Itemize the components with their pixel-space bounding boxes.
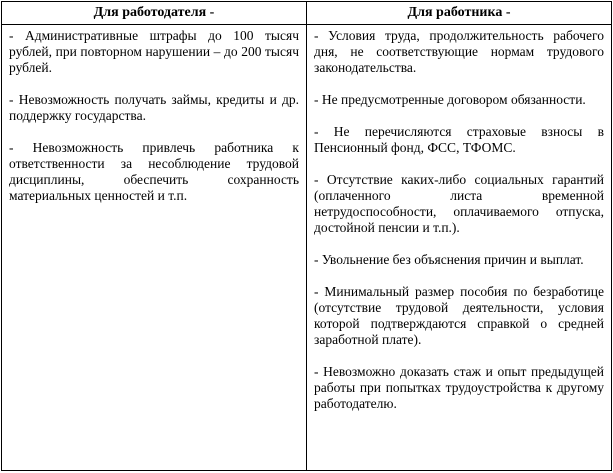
consequence-paragraph: - Не перечисляются страховые взносы в Пенсионный фонд, ФСС, ТФОМС.: [314, 124, 604, 155]
employee-consequences-cell: [307, 25, 612, 471]
consequence-paragraph: - Невозможно доказать стаж и опыт предыдущей работы при попытках трудоустройства к другому работодателю.: [314, 364, 604, 411]
consequence-paragraph: - Невозможность получать займы, кредиты и др. поддержку государства.: [9, 92, 299, 123]
comparison-table: [1, 1, 612, 471]
column-header-employer: Для работодателя -: [2, 2, 307, 25]
body-row: [2, 25, 612, 471]
column-header-employee: Для работника -: [307, 2, 612, 25]
consequence-paragraph: - Административные штрафы до 100 тысяч рублей, при повторном нарушении – до 200 тысяч рублей.: [9, 28, 299, 75]
consequence-paragraph: - Условия труда, продолжительность рабочего дня, не соответствующие нормам трудового законодательства.: [314, 28, 604, 75]
employer-consequences-cell: [2, 25, 307, 471]
consequence-paragraph: - Не предусмотренные договором обязанности.: [314, 92, 586, 107]
consequence-paragraph: - Увольнение без объяснения причин и выплат.: [314, 252, 584, 267]
consequence-paragraph: - Отсутствие каких-либо социальных гарантий (оплаченного листа временной нетрудоспособности, оплачиваемого отпуска, достойной пенсии и т.п.).: [314, 172, 604, 235]
consequence-paragraph: - Минимальный размер пособия по безработице (отсутствие трудовой деятельности, условия которой подтверждаются справкой о средней заработной плате).: [314, 284, 604, 347]
header-row: [2, 2, 612, 25]
consequence-paragraph: - Невозможность привлечь работника к ответственности за несоблюдение трудовой дисциплины, обеспечить сохранность материальных ценностей и т.п.: [9, 140, 299, 203]
